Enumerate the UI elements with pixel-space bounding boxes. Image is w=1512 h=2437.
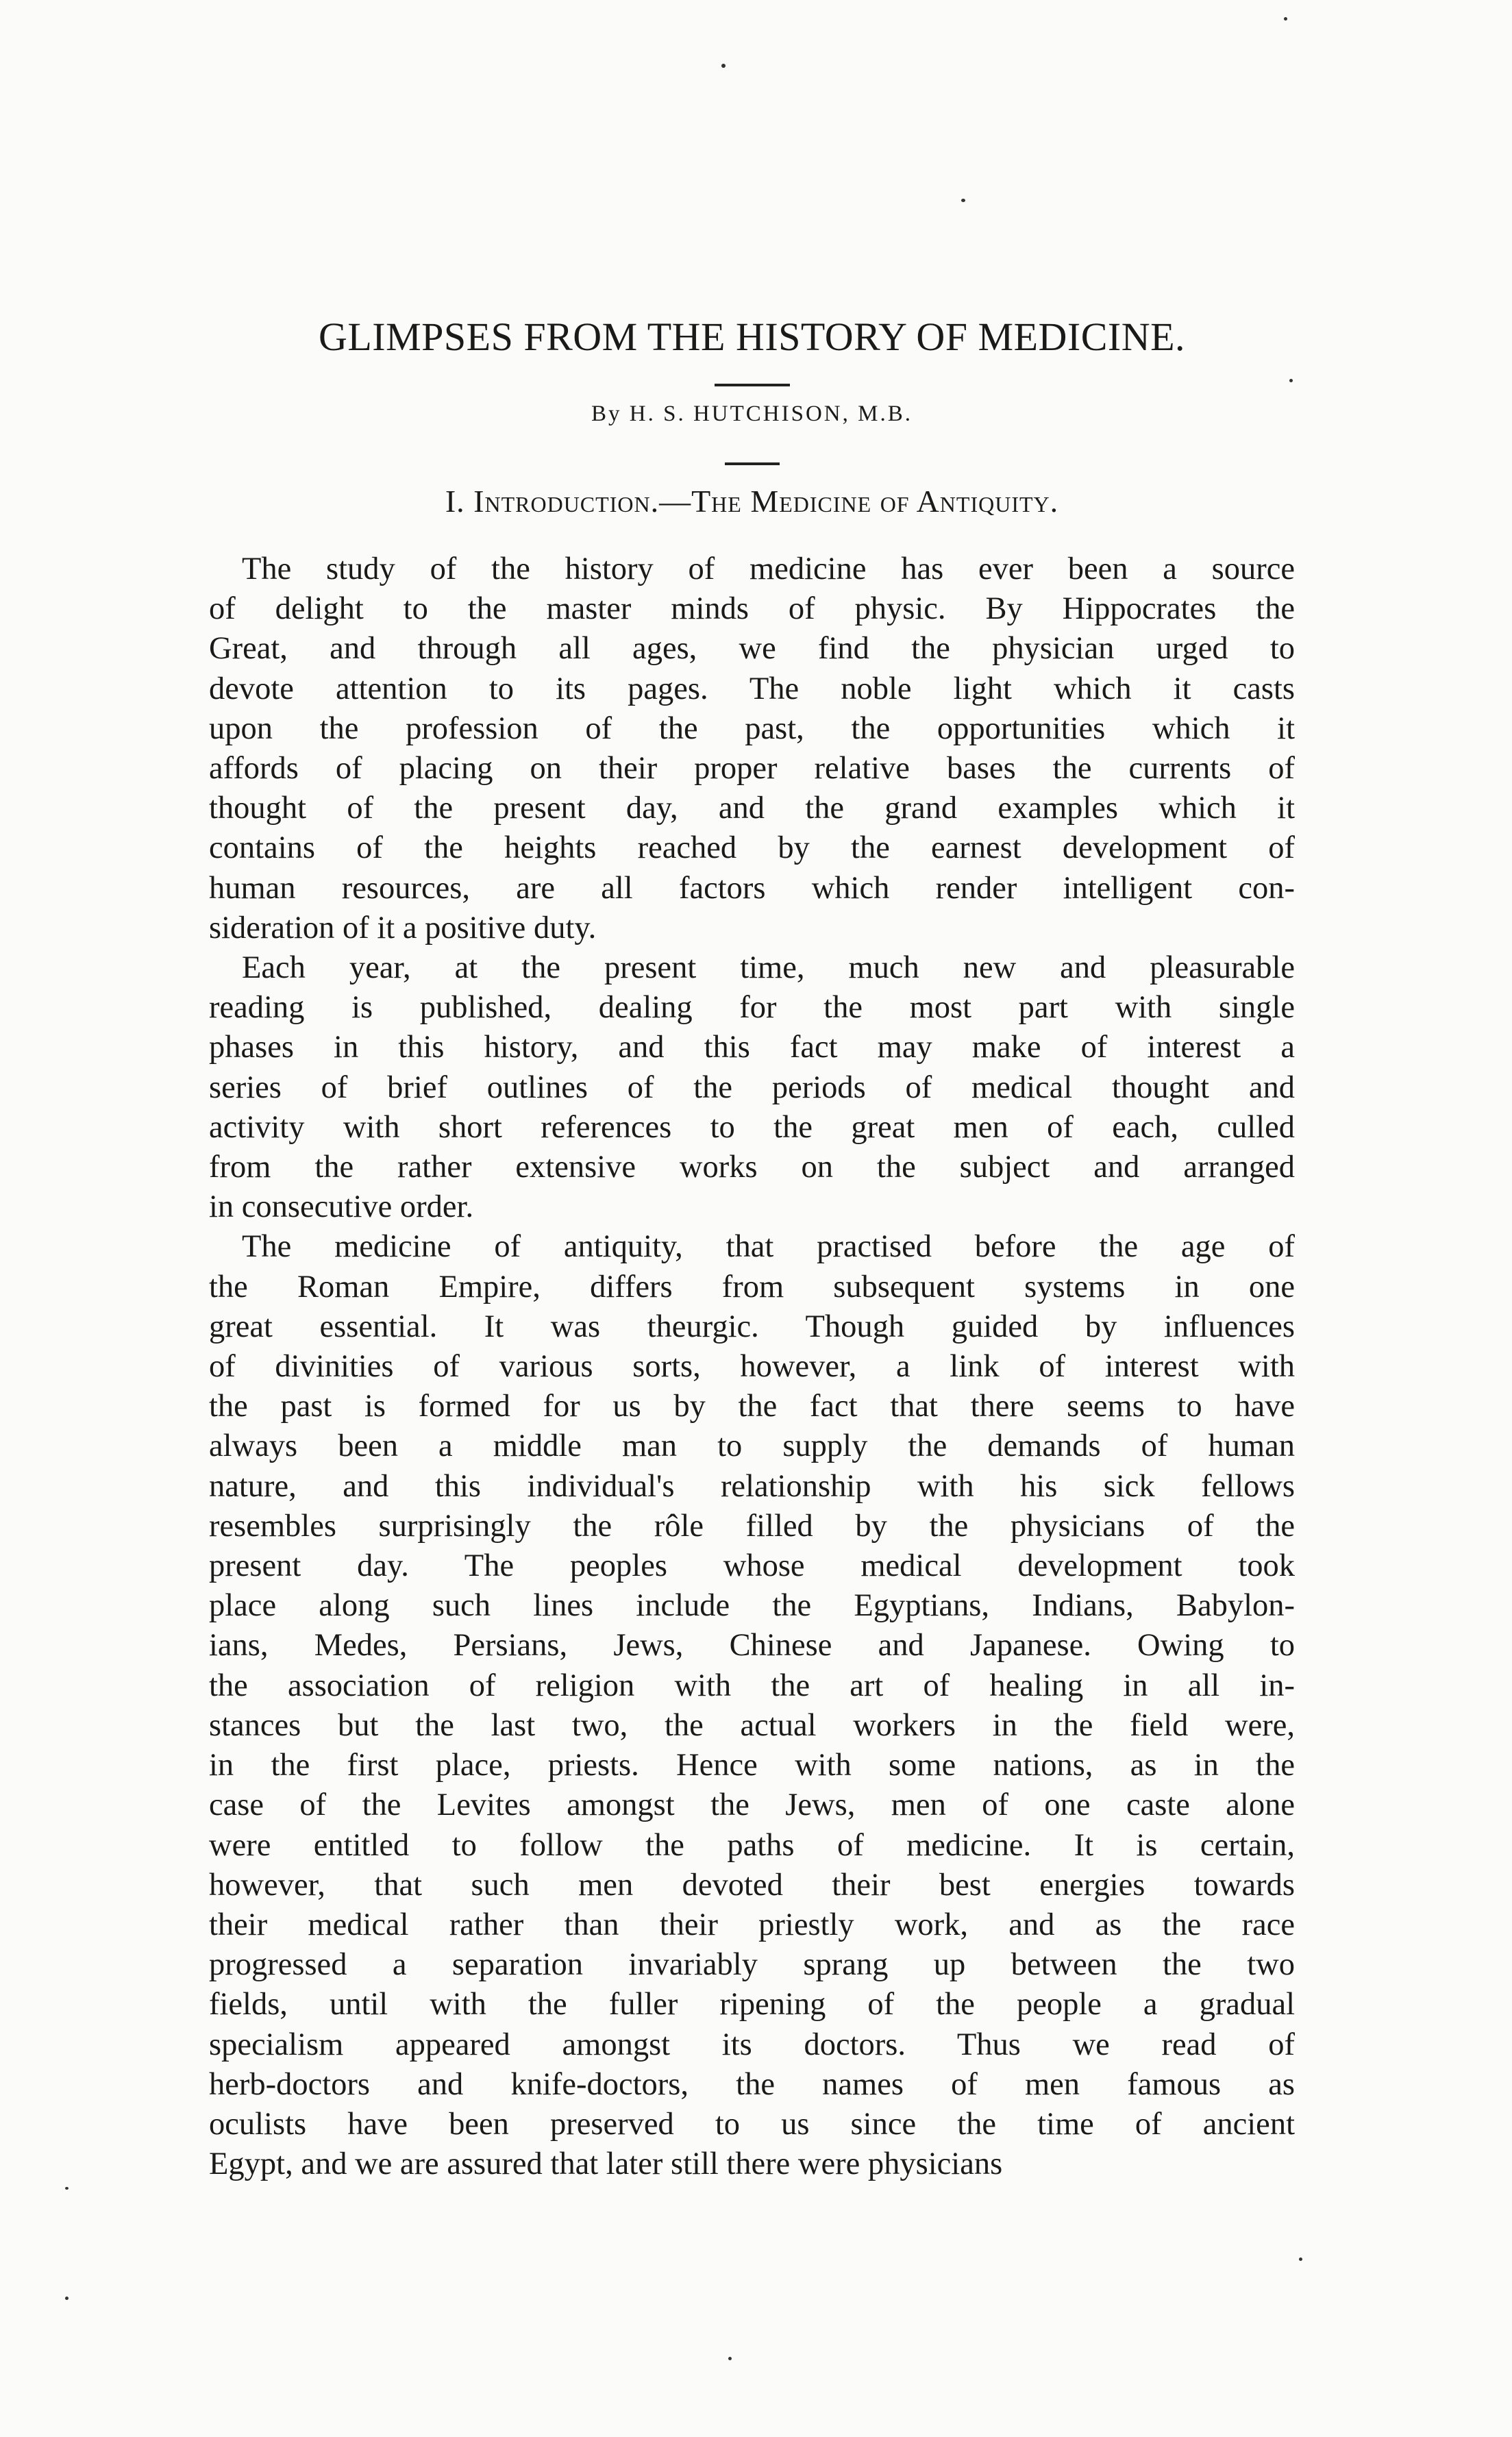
text-line: oculists have been preserved to us since the time of ancient bbox=[209, 2106, 1295, 2142]
text-line: herb-doctors and knife-doctors, the names of men famous as bbox=[209, 2066, 1295, 2102]
text-line: case of the Levites amongst the Jews, men of one caste alone bbox=[209, 1787, 1295, 1823]
text-line: in consecutive order. bbox=[209, 1189, 474, 1225]
text-line: always been a middle man to supply the demands of human bbox=[209, 1428, 1295, 1464]
text-line: human resources, are all factors which render intelligent con- bbox=[209, 870, 1295, 906]
document-page bbox=[209, 0, 1295, 2437]
text-line: progressed a separation invariably sprang up between the two bbox=[209, 1947, 1295, 1983]
text-line: of delight to the master minds of physic. By Hippocrates the bbox=[209, 591, 1295, 627]
text-line: reading is published, dealing for the most part with single bbox=[209, 990, 1295, 1026]
text-line: great essential. It was theurgic. Though guided by influences bbox=[209, 1309, 1295, 1344]
text-line: upon the profession of the past, the opportunities which it bbox=[209, 710, 1295, 746]
text-line: ians, Medes, Persians, Jews, Chinese and Japanese. Owing to bbox=[209, 1628, 1295, 1663]
print-speck bbox=[961, 199, 965, 202]
text-line: were entitled to follow the paths of medicine. It is certain, bbox=[209, 1827, 1295, 1863]
text-line: activity with short references to the great men of each, culled bbox=[209, 1109, 1295, 1145]
text-line: The study of the history of medicine has ever been a source bbox=[242, 552, 1295, 586]
text-line: devote attention to its pages. The noble light which it casts bbox=[209, 671, 1295, 706]
text-line: in the first place, priests. Hence with some nations, as in the bbox=[209, 1748, 1295, 1783]
text-line: Great, and through all ages, we find the physician urged to bbox=[209, 631, 1295, 667]
section-heading: I. Introduction.—The Medicine of Antiquity. bbox=[445, 484, 1059, 519]
text-line: phases in this history, and this fact may make of interest a bbox=[209, 1030, 1295, 1065]
article-body bbox=[209, 549, 1295, 2184]
print-speck bbox=[65, 2187, 69, 2190]
text-line: resembles surprisingly the rôle filled by the physicians of the bbox=[209, 1508, 1295, 1544]
text-line: of divinities of various sorts, however, a link of interest with bbox=[209, 1349, 1295, 1385]
text-line: contains of the heights reached by the earnest development of bbox=[209, 830, 1295, 866]
article-byline: By H. S. HUTCHISON, M.B. bbox=[591, 401, 913, 426]
text-line: stances but the last two, the actual workers in the field were, bbox=[209, 1707, 1295, 1743]
text-line: the past is formed for us by the fact that there seems to have bbox=[209, 1389, 1295, 1424]
text-line: present day. The peoples whose medical development took bbox=[209, 1548, 1295, 1584]
text-line: Each year, at the present time, much new and pleasurable bbox=[242, 950, 1295, 986]
text-line: nature, and this individual's relationship with his sick fellows bbox=[209, 1468, 1295, 1504]
print-speck bbox=[721, 64, 726, 68]
text-line: however, that such men devoted their best energies towards bbox=[209, 1867, 1295, 1903]
text-line: Egypt, and we are assured that later still there were physicians bbox=[209, 2147, 1003, 2182]
text-line: their medical rather than their priestly work, and as the race bbox=[209, 1907, 1295, 1942]
text-line: sideration of it a positive duty. bbox=[209, 910, 597, 945]
byline-divider bbox=[725, 462, 780, 465]
text-line: specialism appeared amongst its doctors. Thus we read of bbox=[209, 2027, 1295, 2062]
article-title: GLIMPSES FROM THE HISTORY OF MEDICINE. bbox=[318, 314, 1186, 359]
text-line: fields, until with the fuller ripening of the people a gradual bbox=[209, 1987, 1295, 2022]
body-paragraph bbox=[209, 948, 1295, 1227]
text-line: from the rather extensive works on the subject and arranged bbox=[209, 1150, 1295, 1185]
print-speck bbox=[728, 2357, 732, 2360]
body-paragraph bbox=[209, 549, 1295, 948]
print-speck bbox=[1284, 17, 1287, 21]
text-line: the association of religion with the art of healing in all in- bbox=[209, 1668, 1295, 1703]
text-line: the Roman Empire, differs from subsequent systems in one bbox=[209, 1269, 1295, 1304]
text-line: series of brief outlines of the periods of medical thought and bbox=[209, 1069, 1295, 1105]
title-divider bbox=[715, 384, 790, 386]
text-line: place along such lines include the Egyptians, Indians, Babylon- bbox=[209, 1588, 1295, 1624]
print-speck bbox=[65, 2297, 69, 2300]
body-paragraph bbox=[209, 1227, 1295, 2184]
print-speck bbox=[1299, 2257, 1302, 2261]
text-line: affords of placing on their proper relative bases the currents of bbox=[209, 751, 1295, 787]
print-speck bbox=[1289, 379, 1293, 382]
text-line: thought of the present day, and the grand examples which it bbox=[209, 791, 1295, 826]
text-line: The medicine of antiquity, that practised before the age of bbox=[242, 1229, 1295, 1265]
